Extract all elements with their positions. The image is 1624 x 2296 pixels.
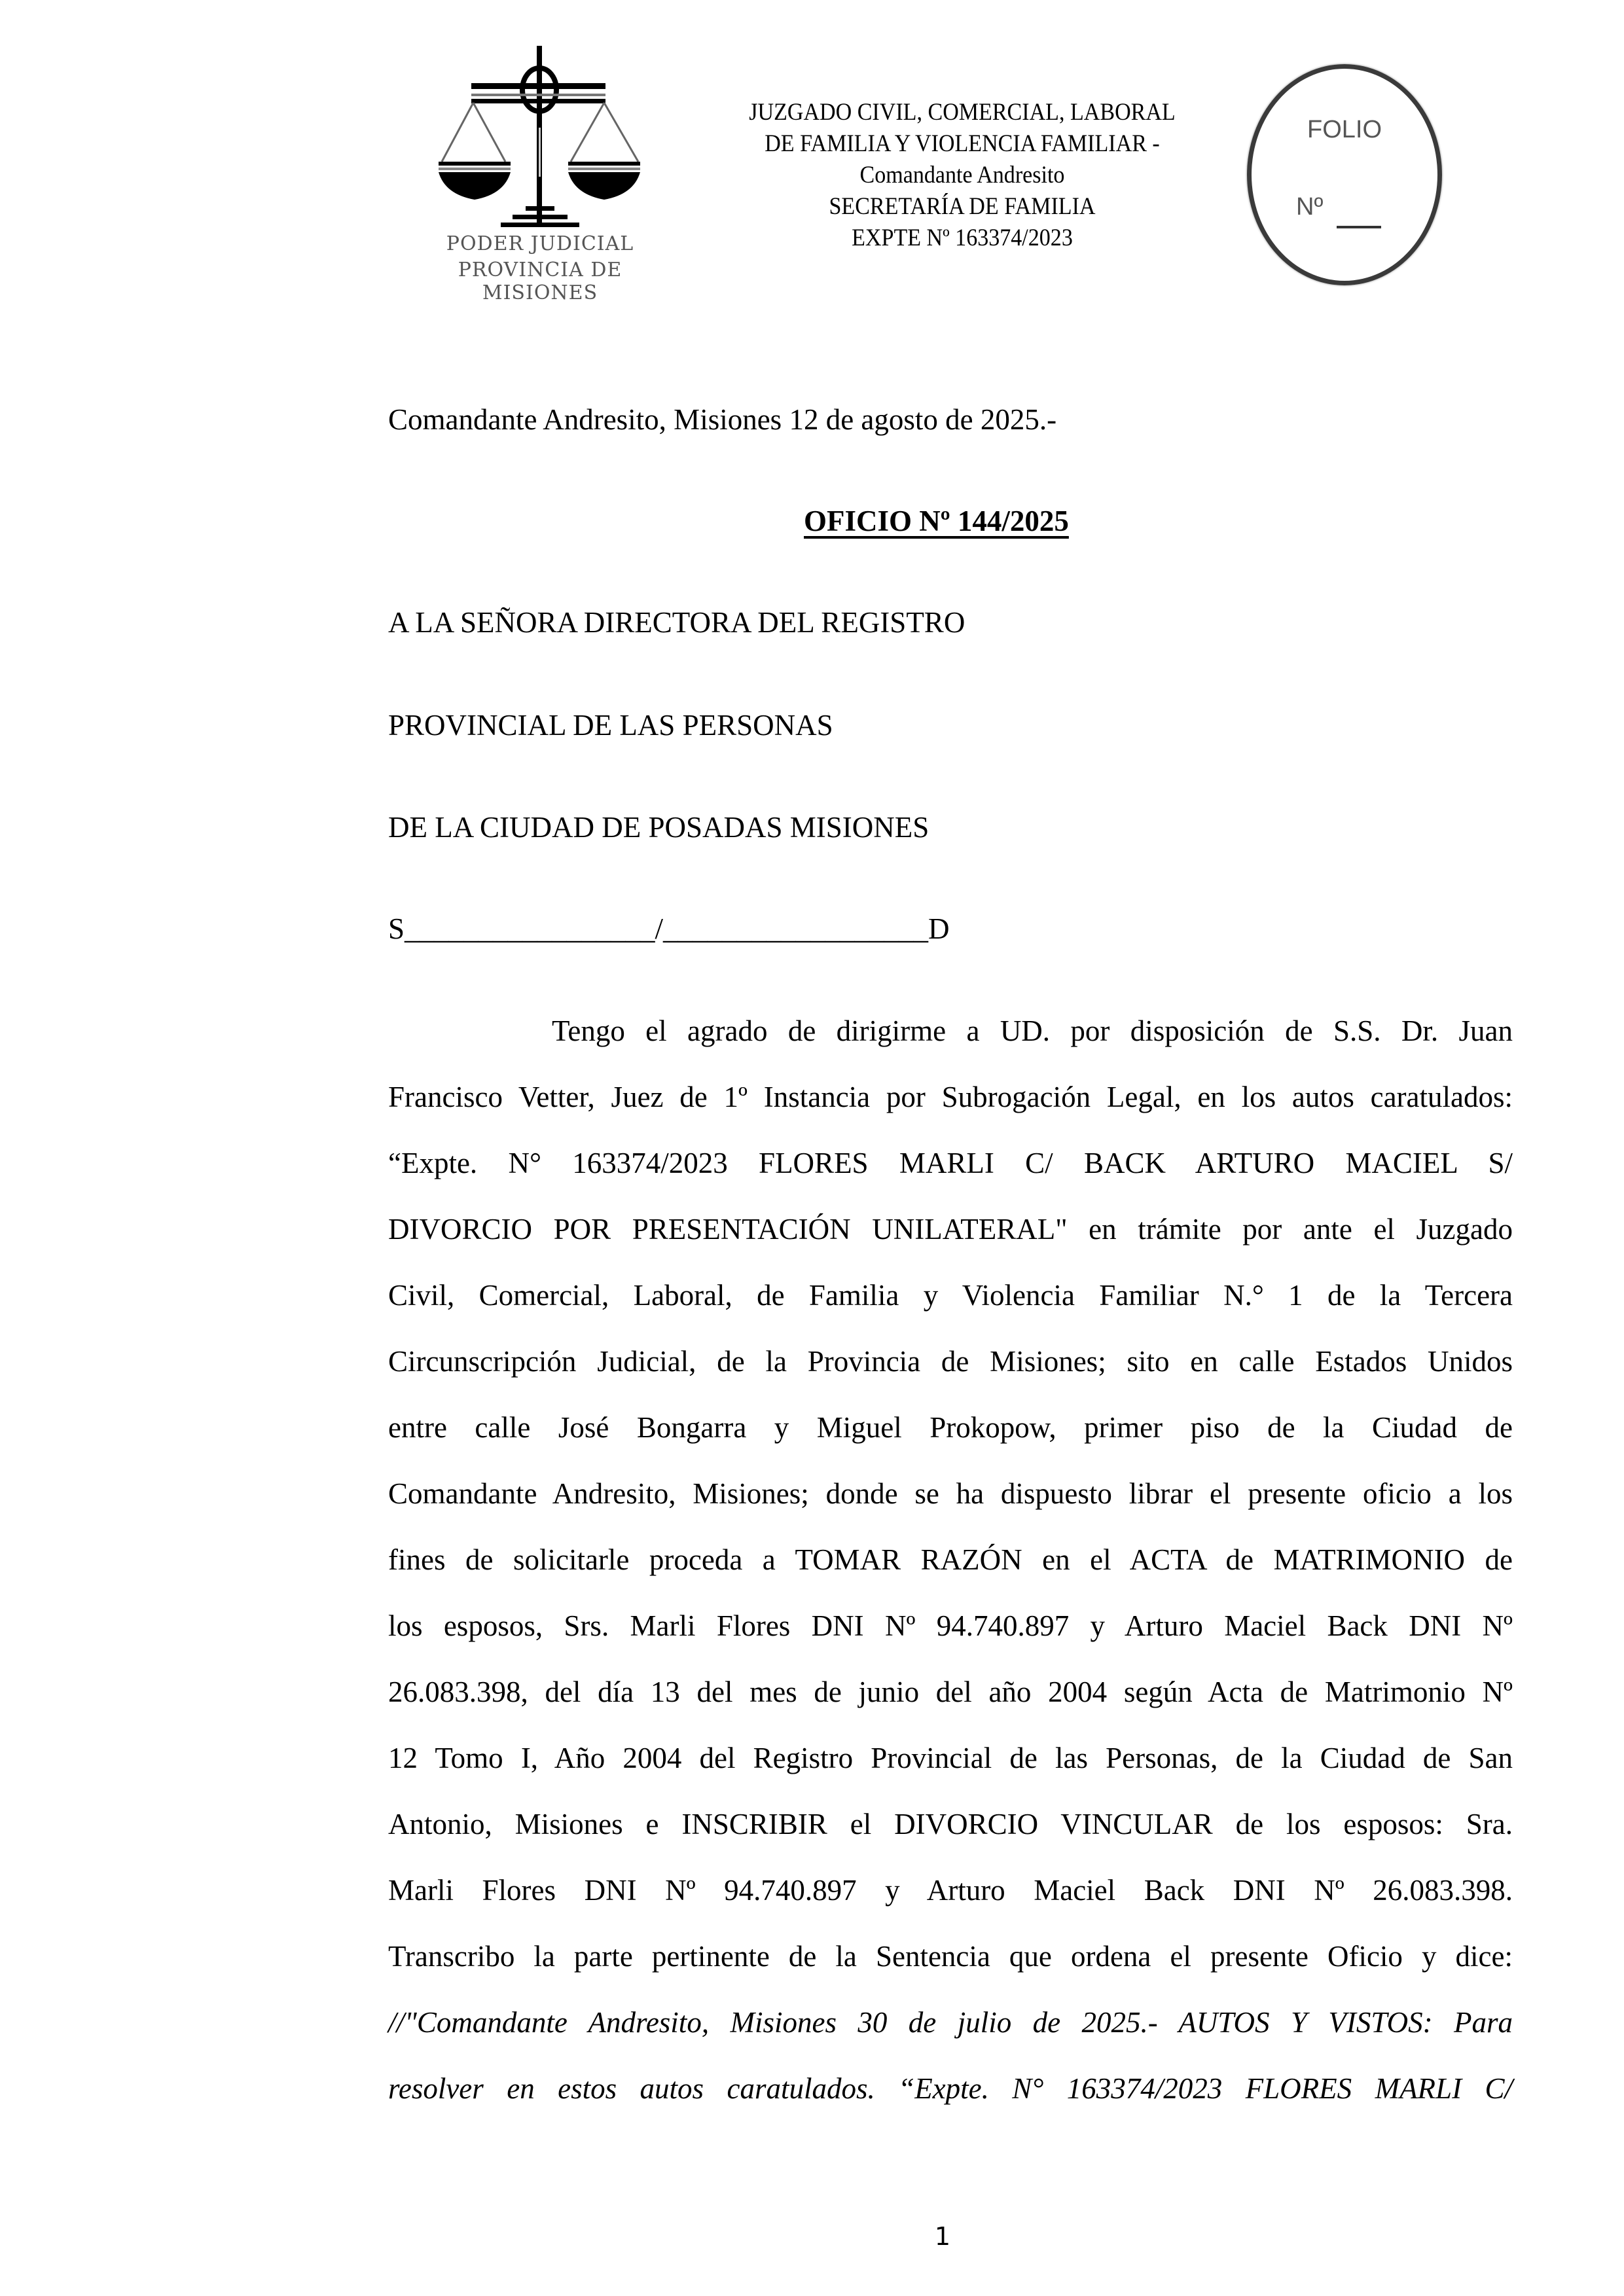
court-header-line: DE FAMILIA Y VIOLENCIA FAMILIAR - — [765, 130, 1160, 157]
expediente-number: EXPTE Nº 163374/2023 — [852, 224, 1073, 251]
body-line: Circunscripción Judicial, de la Provincia de Misiones; sito en calle Estados Unidos — [388, 1345, 1513, 1378]
salutation-line: S_________________/__________________D — [388, 912, 950, 945]
body-line: Marli Flores DNI Nº 94.740.897 y Arturo Maciel Back DNI Nº 26.083.398. — [388, 1874, 1513, 1907]
body-line: DIVORCIO POR PRESENTACIÓN UNILATERAL" en trámite por ante el Juzgado — [388, 1213, 1513, 1246]
page-number: 1 — [934, 2222, 951, 2251]
court-header-line: SECRETARÍA DE FAMILIA — [829, 193, 1096, 220]
court-logo — [406, 43, 674, 304]
body-line: entre calle José Bongarra y Miguel Prokopow, primer piso de la Ciudad de — [388, 1411, 1513, 1444]
folio-number-field — [1337, 226, 1381, 228]
folio-stamp — [1247, 64, 1442, 285]
body-line: Comandante Andresito, Misiones; donde se ha dispuesto librar el presente oficio a los — [388, 1477, 1513, 1510]
addressee-line: A LA SEÑORA DIRECTORA DEL REGISTRO — [388, 606, 965, 639]
folio-number-label: Nº — [1296, 193, 1324, 221]
body-line: Francisco Vetter, Juez de 1º Instancia por Subrogación Legal, en los autos caratulados: — [388, 1081, 1513, 1113]
body-line: los esposos, Srs. Marli Flores DNI Nº 94.740.897 y Arturo Maciel Back DNI Nº — [388, 1609, 1513, 1642]
document-title: OFICIO Nº 144/2025 — [804, 505, 1069, 537]
body-paragraph — [388, 1011, 1513, 2135]
addressee-line: DE LA CIUDAD DE POSADAS MISIONES — [388, 811, 929, 844]
court-header-line: Comandante Andresito — [859, 162, 1065, 188]
logo-text-poder-judicial: PODER JUDICIAL — [446, 232, 634, 255]
scales-of-justice-icon — [406, 43, 674, 232]
body-line: Tengo el agrado de dirigirme a UD. por disposición de S.S. Dr. Juan — [552, 1014, 1513, 1047]
body-line: fines de solicitarle proceda a TOMAR RAZÓN en el ACTA de MATRIMONIO de — [388, 1543, 1513, 1576]
logo-text-provincia: PROVINCIA DE MISIONES — [458, 259, 623, 304]
court-header-line: JUZGADO CIVIL, COMERCIAL, LABORAL — [749, 99, 1176, 126]
body-line: Transcribo la parte pertinente de la Sentencia que ordena el presente Oficio y dice: — [388, 1940, 1513, 1973]
addressee-line: PROVINCIAL DE LAS PERSONAS — [388, 709, 833, 742]
folio-label: FOLIO — [1307, 116, 1382, 143]
body-line: 12 Tomo I, Año 2004 del Registro Provincial de las Personas, de la Ciudad de San — [388, 1742, 1513, 1774]
body-line: Civil, Comercial, Laboral, de Familia y Violencia Familiar N.° 1 de la Tercera — [388, 1279, 1513, 1312]
body-line: “Expte. N° 163374/2023 FLORES MARLI C/ BACK ARTURO MACIEL S/ — [388, 1147, 1513, 1179]
court-header — [703, 97, 1221, 254]
quoted-sentence-line: //"Comandante Andresito, Misiones 30 de julio de 2025.- AUTOS Y VISTOS: Para — [388, 2006, 1513, 2039]
body-line: Antonio, Misiones e INSCRIBIR el DIVORCIO VINCULAR de los esposos: Sra. — [388, 1808, 1513, 1840]
date-line: Comandante Andresito, Misiones 12 de agosto de 2025.- — [388, 403, 1057, 436]
body-line: 26.083.398, del día 13 del mes de junio del año 2004 según Acta de Matrimonio Nº — [388, 1676, 1513, 1708]
quoted-sentence-line: resolver en estos autos caratulados. “Expte. N° 163374/2023 FLORES MARLI C/ — [388, 2072, 1513, 2105]
